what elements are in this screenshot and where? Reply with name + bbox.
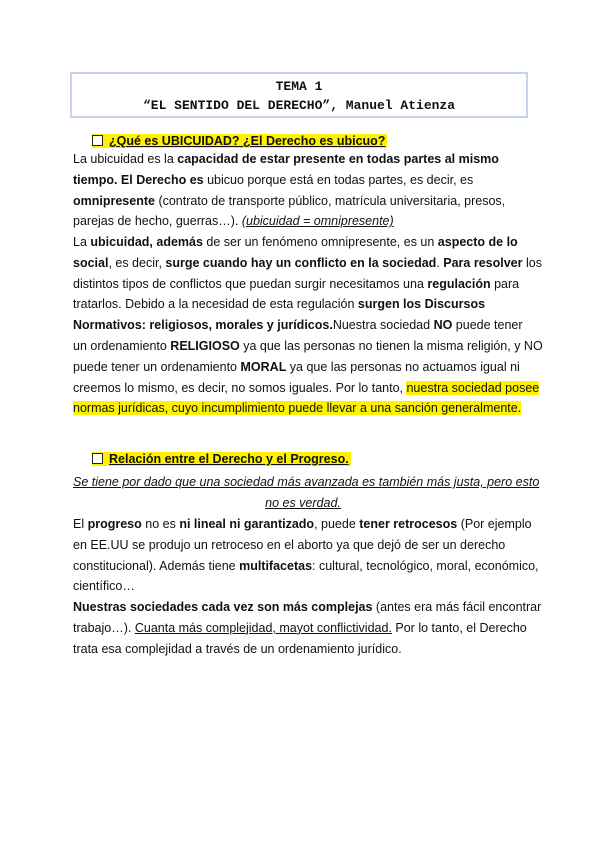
text: (antes era más fácil encontrar <box>372 600 542 614</box>
text-line <box>73 274 533 295</box>
text-bold: omnipresente <box>73 193 155 208</box>
text: (contrato de transporte público, matrícula universitaria, presos, <box>154 193 506 208</box>
section-2-paragraph-2 <box>73 597 542 659</box>
text: , es decir, <box>108 255 166 270</box>
text-line <box>73 618 533 639</box>
text: puede tener <box>452 318 523 333</box>
section-2-paragraph-1 <box>73 514 539 597</box>
text-line <box>73 191 533 212</box>
text: para <box>490 276 520 291</box>
text: ya que las personas no actuamos igual ni <box>286 359 520 374</box>
text-line <box>73 398 533 419</box>
text: parejas de hecho, guerras…). <box>73 214 242 229</box>
text-bold: social <box>73 255 109 270</box>
quote-line: no es verdad. <box>265 495 341 510</box>
text-bold: capacidad de estar presente en todas partes al mismo <box>177 152 499 166</box>
text-line <box>73 514 533 535</box>
title-line-1: TEMA 1 <box>275 79 323 94</box>
text-highlight: nuestra sociedad posee <box>406 380 540 395</box>
text-line: trata esa complejidad a través de un ordenamiento jurídico. <box>73 641 402 656</box>
text-line <box>73 556 539 577</box>
text: distintos tipos de conflictos que puedan surgir necesitamos una <box>73 276 428 291</box>
text-bold: tiempo. El Derecho es <box>73 172 204 187</box>
text-bold: ni lineal ni garantizado <box>179 517 315 531</box>
text-bold: NO <box>433 318 453 333</box>
text-bold: surgen los Discursos <box>357 297 486 312</box>
text: La ubicuidad es la <box>73 152 178 166</box>
text-highlight: normas jurídicas, cuyo incumplimiento puede llevar a una sanción generalmente. <box>73 401 522 416</box>
text-line <box>73 336 543 357</box>
text-italic-underline: (ubicuidad = omnipresente) <box>241 214 394 229</box>
text: Por lo tanto, el Derecho <box>391 620 527 635</box>
text: los <box>522 255 542 270</box>
text: ubicuo porque está en todas partes, es decir, es <box>203 172 474 187</box>
text: Nuestra sociedad <box>332 318 434 333</box>
text: creemos lo mismo, es decir, no somos iguales. Por lo tanto, <box>73 380 407 395</box>
text-line <box>73 357 533 378</box>
text-line <box>73 149 533 170</box>
checkbox-icon <box>92 453 103 464</box>
text: : cultural, tecnológico, moral, económico, <box>312 558 539 573</box>
section-1-paragraph-2 <box>73 232 543 419</box>
text-line <box>73 170 533 191</box>
text-line: científico… <box>73 579 135 594</box>
text: (Por ejemplo <box>457 517 532 531</box>
text-line <box>73 597 542 618</box>
text: El <box>73 517 88 531</box>
text-bold: Para resolver <box>443 255 523 270</box>
text: trabajo…). <box>73 620 135 635</box>
text: tratarlos. Debido a la necesidad de esta regulación <box>73 297 358 312</box>
text: ya que las personas no tienen la misma religión, y NO <box>239 338 543 353</box>
text-line <box>73 253 542 274</box>
text: no es <box>141 517 180 531</box>
text-line <box>73 294 533 315</box>
text-line <box>73 378 540 399</box>
text-bold: Nuestras sociedades cada vez son más complejas <box>73 600 373 614</box>
section-2-heading-text: Relación entre el Derecho y el Progreso. <box>109 452 349 466</box>
text-bold: progreso <box>87 517 142 531</box>
text-bold: surge cuando hay un conflicto en la sociedad <box>165 255 437 270</box>
text-line <box>73 232 533 253</box>
text-bold: tener retrocesos <box>359 517 458 531</box>
section-1-heading <box>92 134 387 148</box>
text: un ordenamiento <box>73 338 171 353</box>
title-line-2: “EL SENTIDO DEL DERECHO”, Manuel Atienza <box>142 98 456 113</box>
text-bold: regulación <box>427 276 491 291</box>
quote-line: Se tiene por dado que una sociedad más avanzada es también más justa, pero esto <box>73 475 540 489</box>
section-2-heading <box>92 452 351 466</box>
text-line <box>73 211 533 232</box>
title-box <box>70 72 528 118</box>
section-1-heading-text: ¿Qué es UBICUIDAD? ¿El Derecho es ubicuo? <box>109 134 386 148</box>
text-line: en EE.UU se produjo un retroceso en el aborto ya que dejó de ser un derecho <box>73 537 506 552</box>
section-1-paragraph-1 <box>73 149 533 232</box>
text-bold: aspecto de lo <box>437 235 518 249</box>
text-bold: multifacetas <box>239 558 313 573</box>
text: de ser un fenómeno omnipresente, es un <box>202 235 438 249</box>
text-line <box>73 315 533 336</box>
checkbox-icon <box>92 135 103 146</box>
text: puede tener un ordenamiento <box>73 359 241 374</box>
text-bold: Normativos: religiosos, morales y jurídicos. <box>73 318 333 333</box>
text: constitucional). Además tiene <box>73 558 240 573</box>
text: . <box>436 255 444 270</box>
text: La <box>73 235 91 249</box>
text-bold: RELIGIOSO <box>170 338 240 353</box>
text-bold: ubicuidad, además <box>90 235 203 249</box>
text-underline: Cuanta más complejidad, mayot conflictividad. <box>134 620 392 635</box>
section-2-quote <box>73 472 540 514</box>
text-bold: MORAL <box>240 359 287 374</box>
text: , puede <box>314 517 360 531</box>
